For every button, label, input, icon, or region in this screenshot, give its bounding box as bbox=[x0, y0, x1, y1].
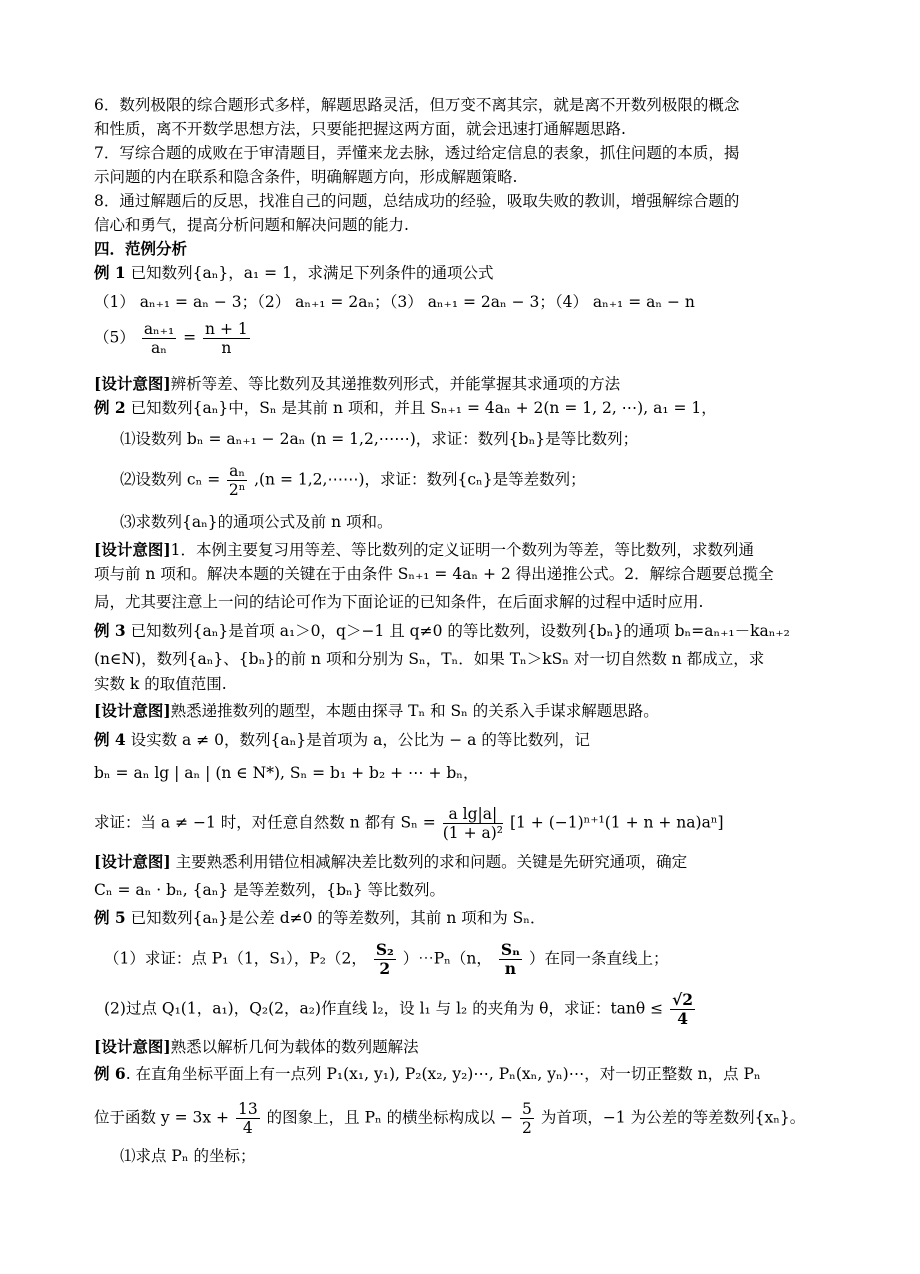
example-2-part-2 bbox=[120, 462, 860, 499]
example-2-part-3: ⑶求数列{aₙ}的通项公式及前 n 项和。 bbox=[120, 513, 393, 531]
intent-label: [设计意图] bbox=[94, 701, 171, 720]
example-5-part-1 bbox=[104, 941, 844, 978]
example-5-stem bbox=[94, 906, 834, 930]
example-6-line-2 bbox=[94, 1100, 834, 1137]
fraction-numerator: S₂ bbox=[375, 940, 394, 959]
fraction-denominator: n bbox=[504, 959, 517, 978]
fraction-denominator: (1 + a)² bbox=[442, 824, 503, 842]
example-2-intent-line-3: 局，尤其要注意上一问的结论可作为下面论证的已知条件，在后面求解的过程中适时应用. bbox=[94, 593, 704, 611]
condition-5-fraction-left bbox=[142, 320, 176, 357]
paragraph-6-line-1: 6．数列极限的综合题形式多样，解题思路灵活，但万变不离其宗，就是离不开数列极限的概念 bbox=[94, 96, 740, 114]
example-4-label: 例 4 bbox=[94, 730, 126, 749]
fraction-numerator: a lg|a| bbox=[443, 805, 503, 824]
part-1-suffix: ）在同一条直线上； bbox=[529, 949, 669, 968]
fraction-denominator: aₙ bbox=[151, 339, 167, 357]
intent-label: [设计意图] bbox=[94, 1037, 171, 1056]
example-2-intent-line-2: 项与前 n 项和。解决本题的关键在于由条件 Sₙ₊₁ = 4aₙ + 2 得出递推公式。2．解综合题要总揽全 bbox=[94, 565, 774, 583]
example-1-intent bbox=[94, 372, 834, 396]
example-5-intent bbox=[94, 1035, 834, 1059]
paragraph-8-line-1: 8．通过解题后的反思，找准自己的问题，总结成功的经验，吸取失败的教训，增强解综合题的 bbox=[94, 192, 740, 210]
condition-5-label: （5） bbox=[94, 328, 135, 347]
example-1-text: 已知数列{aₙ}，a₁ = 1，求满足下列条件的通项公式 bbox=[125, 264, 494, 282]
example-5-part-2 bbox=[104, 991, 844, 1028]
claim-bracket: [1 + (−1)ⁿ⁺¹(1 + n + na)aⁿ] bbox=[509, 813, 724, 832]
example-2-stem bbox=[94, 396, 834, 420]
example-2-label: 例 2 bbox=[94, 398, 126, 417]
part-1-middle: ）⋯Pₙ（n， bbox=[402, 949, 492, 968]
fraction-numerator: n + 1 bbox=[205, 320, 248, 338]
example-2-part-1: ⑴设数列 bₙ = aₙ₊₁ − 2aₙ (n = 1,2,⋯⋯)，求证：数列{bₙ}是等比数列； bbox=[120, 430, 639, 448]
part-2-suffix: ,(n = 1,2,⋯⋯)，求证：数列{cₙ}是等差数列； bbox=[254, 470, 586, 489]
first-term-fraction bbox=[520, 1100, 534, 1137]
intent-text: 辨析等差、等比数列及其递推数列形式，并能掌握其求通项的方法 bbox=[170, 375, 621, 393]
claim-fraction bbox=[443, 805, 503, 842]
fraction-denominator: 2 bbox=[522, 1119, 532, 1137]
fraction-numerator: aₙ bbox=[229, 462, 246, 480]
example-3-line-3: 实数 k 的取值范围. bbox=[94, 675, 227, 693]
part-2-prefix: ⑵设数列 cₙ = bbox=[120, 470, 221, 489]
paragraph-6-line-2: 和性质，离不开数学思想方法，只要能把握这两方面，就会迅速打通解题思路. bbox=[94, 120, 626, 138]
example-2-intent bbox=[94, 538, 834, 562]
intent-text: 熟悉以解析几何为载体的数列题解法 bbox=[170, 1038, 419, 1056]
fraction-denominator: 4 bbox=[677, 1009, 688, 1028]
example-2-text: 已知数列{aₙ}中，Sₙ 是其前 n 项和，并且 Sₙ₊₁ = 4aₙ + 2(n = 1, 2, ⋯), a₁ = 1， bbox=[125, 399, 717, 417]
claim-prefix: 求证：当 a ≠ −1 时，对任意自然数 n 都有 Sₙ = bbox=[94, 813, 436, 832]
intent-label: [设计意图] bbox=[94, 852, 171, 871]
example-6-part-1: ⑴求点 Pₙ 的坐标； bbox=[120, 1147, 256, 1165]
example-3-stem bbox=[94, 619, 834, 643]
example-3-line-2: (n∈N)，数列{aₙ}、{bₙ}的前 n 项和分别为 Sₙ，Tₙ．如果 Tₙ＞kSₙ 对一切自然数 n 都成立，求 bbox=[94, 650, 765, 668]
fraction-denominator: 2 bbox=[379, 959, 391, 978]
fraction-denominator: 4 bbox=[242, 1119, 253, 1137]
example-3-text: 已知数列{aₙ}是首项 a₁＞0，q＞−1 且 q≠0 的等比数列，设数列{bₙ}的通项 bₙ=aₙ₊₁－kaₙ₊₂ bbox=[125, 622, 790, 640]
part-1-prefix: （1）求证：点 P₁（1，S₁），P₂（2， bbox=[104, 949, 367, 968]
example-1-condition-5 bbox=[94, 320, 834, 357]
example-6-text: . 在直角坐标平面上有一点列 P₁(x₁, y₁), P₂(x₂, y₂)⋯, Pₙ(xₙ, yₙ)⋯，对一切正整数 n，点 Pₙ bbox=[125, 1065, 761, 1083]
example-1-conditions: （1） aₙ₊₁ = aₙ − 3；（2） aₙ₊₁ = 2aₙ；（3） aₙ₊₁ = 2aₙ − 3；（4） aₙ₊₁ = aₙ − n bbox=[94, 293, 695, 311]
example-4-definition: bₙ = aₙ lg | aₙ | (n ∈ N*), Sₙ = b₁ + b₂ + ⋯ + bₙ， bbox=[94, 764, 479, 782]
example-4-stem bbox=[94, 728, 834, 752]
line-2-prefix: 位于函数 y = 3x + bbox=[94, 1108, 230, 1127]
line-2-middle: 的图象上，且 Pₙ 的横坐标构成以 − bbox=[266, 1108, 514, 1127]
fraction-numerator: 5 bbox=[522, 1100, 532, 1118]
example-3-label: 例 3 bbox=[94, 621, 126, 640]
intent-text: 熟悉递推数列的题型，本题由探寻 Tₙ 和 Sₙ 的关系入手谋求解题思路。 bbox=[170, 702, 659, 720]
condition-5-fraction-right bbox=[203, 320, 250, 357]
section-heading: 四．范例分析 bbox=[94, 239, 188, 258]
example-1-stem bbox=[94, 261, 834, 285]
fraction-numerator: √2 bbox=[672, 990, 694, 1009]
intent-text: 主要熟悉利用错位相减解决差比数列的求和问题。关键是先研究通项，确定 bbox=[170, 853, 688, 871]
example-5-label: 例 5 bbox=[94, 908, 126, 927]
example-4-intent-line-2: Cₙ = aₙ · bₙ, {aₙ} 是等差数列，{bₙ} 等比数列。 bbox=[94, 881, 445, 899]
fraction-numerator: aₙ₊₁ bbox=[143, 320, 175, 338]
example-1-label: 例 1 bbox=[94, 263, 126, 282]
example-3-intent bbox=[94, 699, 834, 723]
line-2-suffix: 为首项，−1 为公差的等差数列{xₙ}。 bbox=[540, 1108, 806, 1127]
example-6-label: 例 6 bbox=[94, 1064, 126, 1083]
part-2-fraction bbox=[227, 462, 247, 499]
part-2-fraction bbox=[670, 991, 695, 1028]
fraction-denominator: 2ⁿ bbox=[228, 481, 246, 499]
equals-sign: = bbox=[183, 328, 197, 347]
part-1-fraction-s2 bbox=[374, 941, 396, 978]
fraction-numerator: 13 bbox=[237, 1100, 258, 1118]
example-6-stem bbox=[94, 1062, 834, 1086]
part-1-fraction-sn bbox=[499, 941, 522, 978]
example-4-intent bbox=[94, 850, 834, 874]
intent-text: 1．本例主要复习用等差、等比数列的定义证明一个数列为等差，等比数列，求数列通 bbox=[170, 541, 755, 559]
function-fraction bbox=[236, 1100, 260, 1137]
example-4-claim bbox=[94, 805, 834, 842]
intent-label: [设计意图] bbox=[94, 374, 171, 393]
paragraph-7-line-2: 示问题的内在联系和隐含条件，明确解题方向，形成解题策略. bbox=[94, 168, 518, 186]
intent-label: [设计意图] bbox=[94, 540, 171, 559]
fraction-denominator: n bbox=[221, 339, 232, 357]
paragraph-7-line-1: 7．写综合题的成败在于审清题目，弄懂来龙去脉，透过给定信息的表象，抓住问题的本质，揭 bbox=[94, 144, 740, 162]
example-5-text: 已知数列{aₙ}是公差 d≠0 的等差数列，其前 n 项和为 Sₙ． bbox=[125, 909, 546, 927]
paragraph-8-line-2: 信心和勇气，提高分析问题和解决问题的能力. bbox=[94, 216, 409, 234]
part-2-text: (2)过点 Q₁(1，a₁)，Q₂(2，a₂)作直线 l₂，设 l₁ 与 l₂ 的夹角为 θ，求证：tanθ ≤ bbox=[104, 999, 664, 1018]
fraction-numerator: Sₙ bbox=[500, 940, 521, 959]
example-4-text: 设实数 a ≠ 0，数列{aₙ}是首项为 a，公比为 − a 的等比数列，记 bbox=[125, 731, 590, 749]
